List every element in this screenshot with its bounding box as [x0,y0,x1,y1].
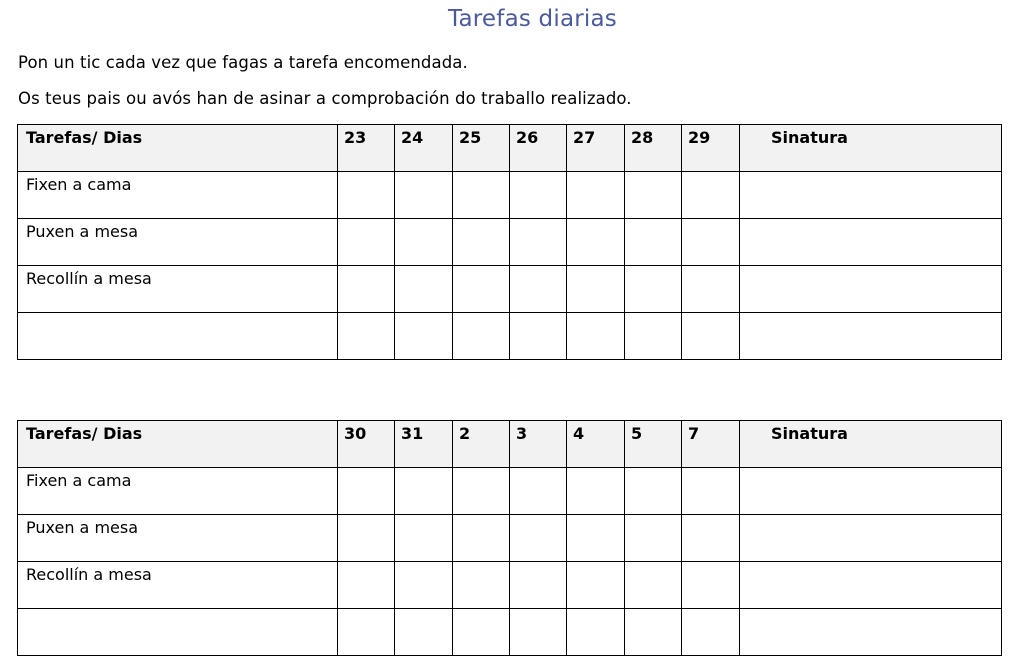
tick-cell[interactable] [395,266,453,313]
table-header-row [18,421,1002,468]
tick-cell[interactable] [395,219,453,266]
task-name-cell: Fixen a cama [18,172,338,219]
header-day: 24 [395,125,453,172]
tick-cell[interactable] [453,266,510,313]
header-day: 25 [453,125,510,172]
header-day: 27 [567,125,625,172]
tick-cell[interactable] [395,562,453,609]
table-row [18,468,1002,515]
tick-cell[interactable] [453,562,510,609]
tick-cell[interactable] [567,313,625,360]
tick-cell[interactable] [395,468,453,515]
tick-cell[interactable] [453,172,510,219]
tick-cell[interactable] [453,468,510,515]
tick-cell[interactable] [682,515,740,562]
instruction-tick: Pon un tic cada vez que fagas a tarefa encomendada. [18,53,468,72]
tick-cell[interactable] [567,172,625,219]
tick-cell[interactable] [338,313,395,360]
header-day: 30 [338,421,395,468]
table-row [18,219,1002,266]
tick-cell[interactable] [338,609,395,656]
table-row [18,172,1002,219]
header-signature: Sinatura [740,125,1002,172]
tick-cell[interactable] [625,313,682,360]
tick-cell[interactable] [395,172,453,219]
tick-cell[interactable] [510,515,567,562]
tick-cell[interactable] [338,266,395,313]
tick-cell[interactable] [682,266,740,313]
tick-cell[interactable] [567,609,625,656]
tick-cell[interactable] [338,515,395,562]
tick-cell[interactable] [567,562,625,609]
table-row [18,562,1002,609]
tick-cell[interactable] [510,609,567,656]
header-day: 28 [625,125,682,172]
tick-cell[interactable] [510,562,567,609]
header-day: 2 [453,421,510,468]
tick-cell[interactable] [338,219,395,266]
signature-cell[interactable] [740,609,1002,656]
table-row [18,266,1002,313]
task-name-cell: Fixen a cama [18,468,338,515]
tick-cell[interactable] [510,219,567,266]
tick-cell[interactable] [682,609,740,656]
task-table-week-1 [17,124,1002,360]
tick-cell[interactable] [682,313,740,360]
task-table-week-2 [17,420,1002,656]
header-tasks-days: Tarefas/ Dias [18,125,338,172]
signature-cell[interactable] [740,468,1002,515]
tick-cell[interactable] [625,562,682,609]
tick-cell[interactable] [682,562,740,609]
tick-cell[interactable] [625,266,682,313]
tick-cell[interactable] [625,609,682,656]
tick-cell[interactable] [567,468,625,515]
tick-cell[interactable] [567,266,625,313]
task-name-cell[interactable] [18,313,338,360]
task-name-cell: Recollín a mesa [18,562,338,609]
header-day: 31 [395,421,453,468]
header-day: 5 [625,421,682,468]
task-name-cell: Puxen a mesa [18,219,338,266]
tick-cell[interactable] [510,172,567,219]
instruction-signature: Os teus pais ou avós han de asinar a comprobación do traballo realizado. [18,89,632,108]
signature-cell[interactable] [740,562,1002,609]
signature-cell[interactable] [740,266,1002,313]
tick-cell[interactable] [453,515,510,562]
signature-cell[interactable] [740,172,1002,219]
header-day: 26 [510,125,567,172]
table-row [18,609,1002,656]
tick-cell[interactable] [625,172,682,219]
tick-cell[interactable] [453,219,510,266]
header-day: 29 [682,125,740,172]
header-day: 23 [338,125,395,172]
header-signature: Sinatura [740,421,1002,468]
tick-cell[interactable] [395,313,453,360]
tick-cell[interactable] [682,219,740,266]
signature-cell[interactable] [740,313,1002,360]
tick-cell[interactable] [453,313,510,360]
tick-cell[interactable] [625,219,682,266]
tick-cell[interactable] [510,266,567,313]
task-name-cell: Recollín a mesa [18,266,338,313]
tick-cell[interactable] [395,609,453,656]
tick-cell[interactable] [510,468,567,515]
tick-cell[interactable] [338,562,395,609]
signature-cell[interactable] [740,219,1002,266]
page-title: Tarefas diarias [448,6,617,32]
header-day: 7 [682,421,740,468]
tick-cell[interactable] [682,468,740,515]
signature-cell[interactable] [740,515,1002,562]
tick-cell[interactable] [567,219,625,266]
task-name-cell: Puxen a mesa [18,515,338,562]
tick-cell[interactable] [395,515,453,562]
table-row [18,515,1002,562]
tick-cell[interactable] [510,313,567,360]
tick-cell[interactable] [567,515,625,562]
tick-cell[interactable] [338,172,395,219]
tick-cell[interactable] [682,172,740,219]
tick-cell[interactable] [625,468,682,515]
header-day: 3 [510,421,567,468]
table-row [18,313,1002,360]
tick-cell[interactable] [453,609,510,656]
header-tasks-days: Tarefas/ Dias [18,421,338,468]
table-header-row [18,125,1002,172]
tick-cell[interactable] [338,468,395,515]
task-name-cell[interactable] [18,609,338,656]
tick-cell[interactable] [625,515,682,562]
header-day: 4 [567,421,625,468]
